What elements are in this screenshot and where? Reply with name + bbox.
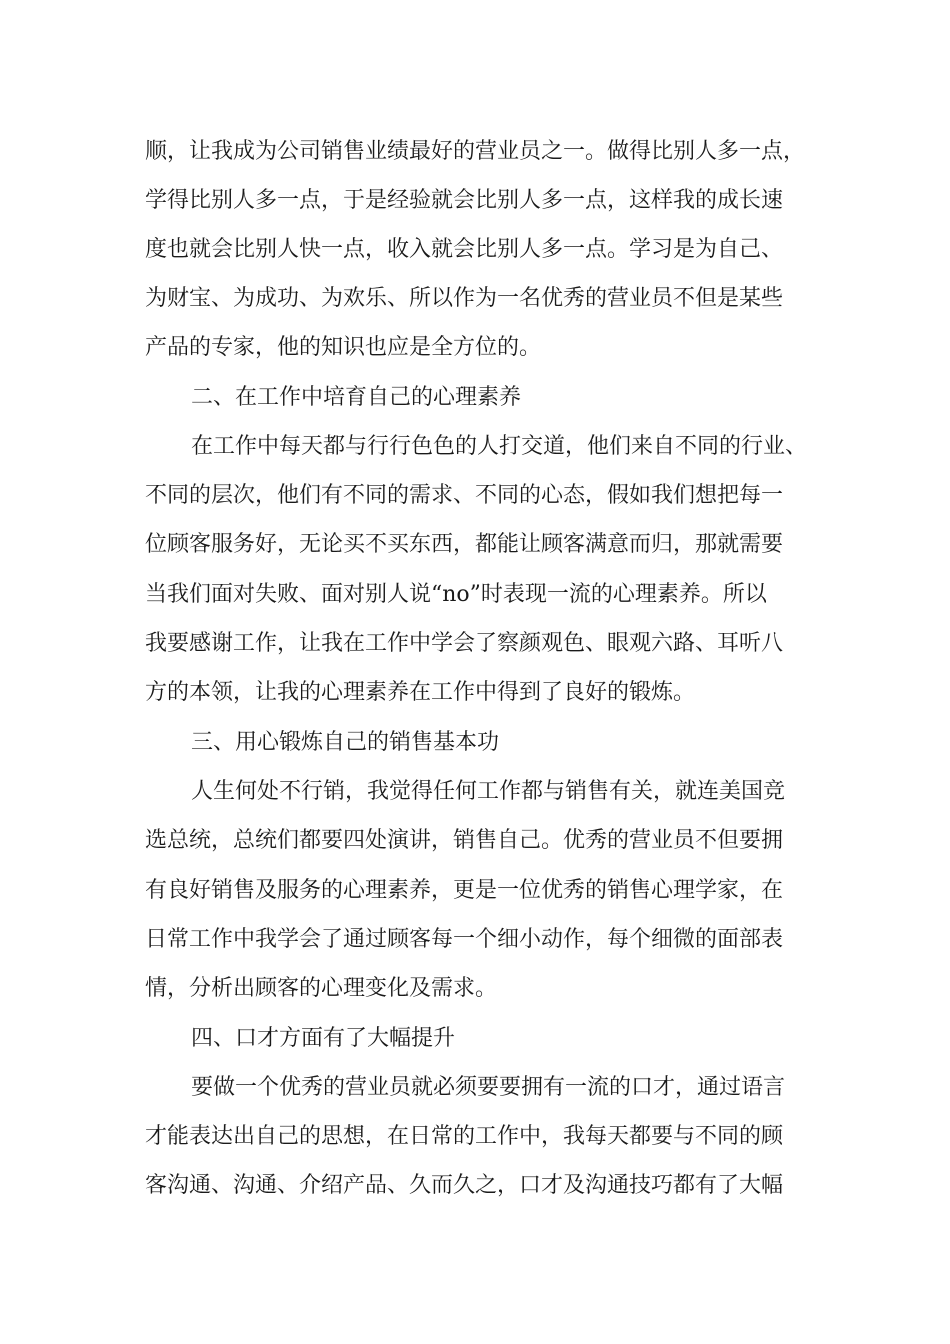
text-line: 在工作中每天都与行行色色的人打交道，他们来自不同的行业、 (191, 434, 808, 459)
text-line: 产品的专家，他的知识也应是全方位的。 (145, 335, 542, 360)
text-line: 当我们面对失败、面对别人说“no”时表现一流的心理素养。所以 (145, 582, 767, 607)
text-line: 才能表达出自己的思想，在日常的工作中，我每天都要与不同的顾 (145, 1124, 784, 1149)
text-line: 学得比别人多一点，于是经验就会比别人多一点，这样我的成长速 (145, 188, 784, 213)
text-line: 顺，让我成为公司销售业绩最好的营业员之一。做得比别人多一点， (145, 139, 806, 164)
text-line: 度也就会比别人快一点，收入就会比别人多一点。学习是为自己、 (145, 237, 784, 262)
text-line: 要做一个优秀的营业员就必须要要拥有一流的口才，通过语言 (191, 1075, 786, 1100)
section-heading: 三、用心锻炼自己的销售基本功 (191, 730, 500, 755)
text-line: 有良好销售及服务的心理素养，更是一位优秀的销售心理学家，在 (145, 878, 784, 903)
section-heading: 二、在工作中培育自己的心理素养 (191, 385, 522, 410)
text-line: 我要感谢工作，让我在工作中学会了察颜观色、眼观六路、耳听八 (145, 631, 784, 656)
text-line: 情，分析出顾客的心理变化及需求。 (145, 976, 498, 1001)
text-line: 人生何处不行销，我觉得任何工作都与销售有关，就连美国竞 (191, 779, 786, 804)
text-line: 客沟通、沟通、介绍产品、久而久之，口才及沟通技巧都有了大幅 (145, 1173, 784, 1198)
text-line: 不同的层次，他们有不同的需求、不同的心态，假如我们想把每一 (145, 483, 784, 508)
text-line: 选总统，总统们都要四处演讲，销售自己。优秀的营业员不但要拥 (145, 828, 784, 853)
text-line: 日常工作中我学会了通过顾客每一个细小动作，每个细微的面部表 (145, 927, 784, 952)
text-line: 方的本领，让我的心理素养在工作中得到了良好的锻炼。 (145, 680, 696, 705)
section-heading: 四、口才方面有了大幅提升 (191, 1026, 456, 1051)
text-line: 位顾客服务好，无论买不买东西，都能让顾客满意而归，那就需要 (145, 532, 784, 557)
text-line: 为财宝、为成功、为欢乐、所以作为一名优秀的营业员不但是某些 (145, 286, 784, 311)
